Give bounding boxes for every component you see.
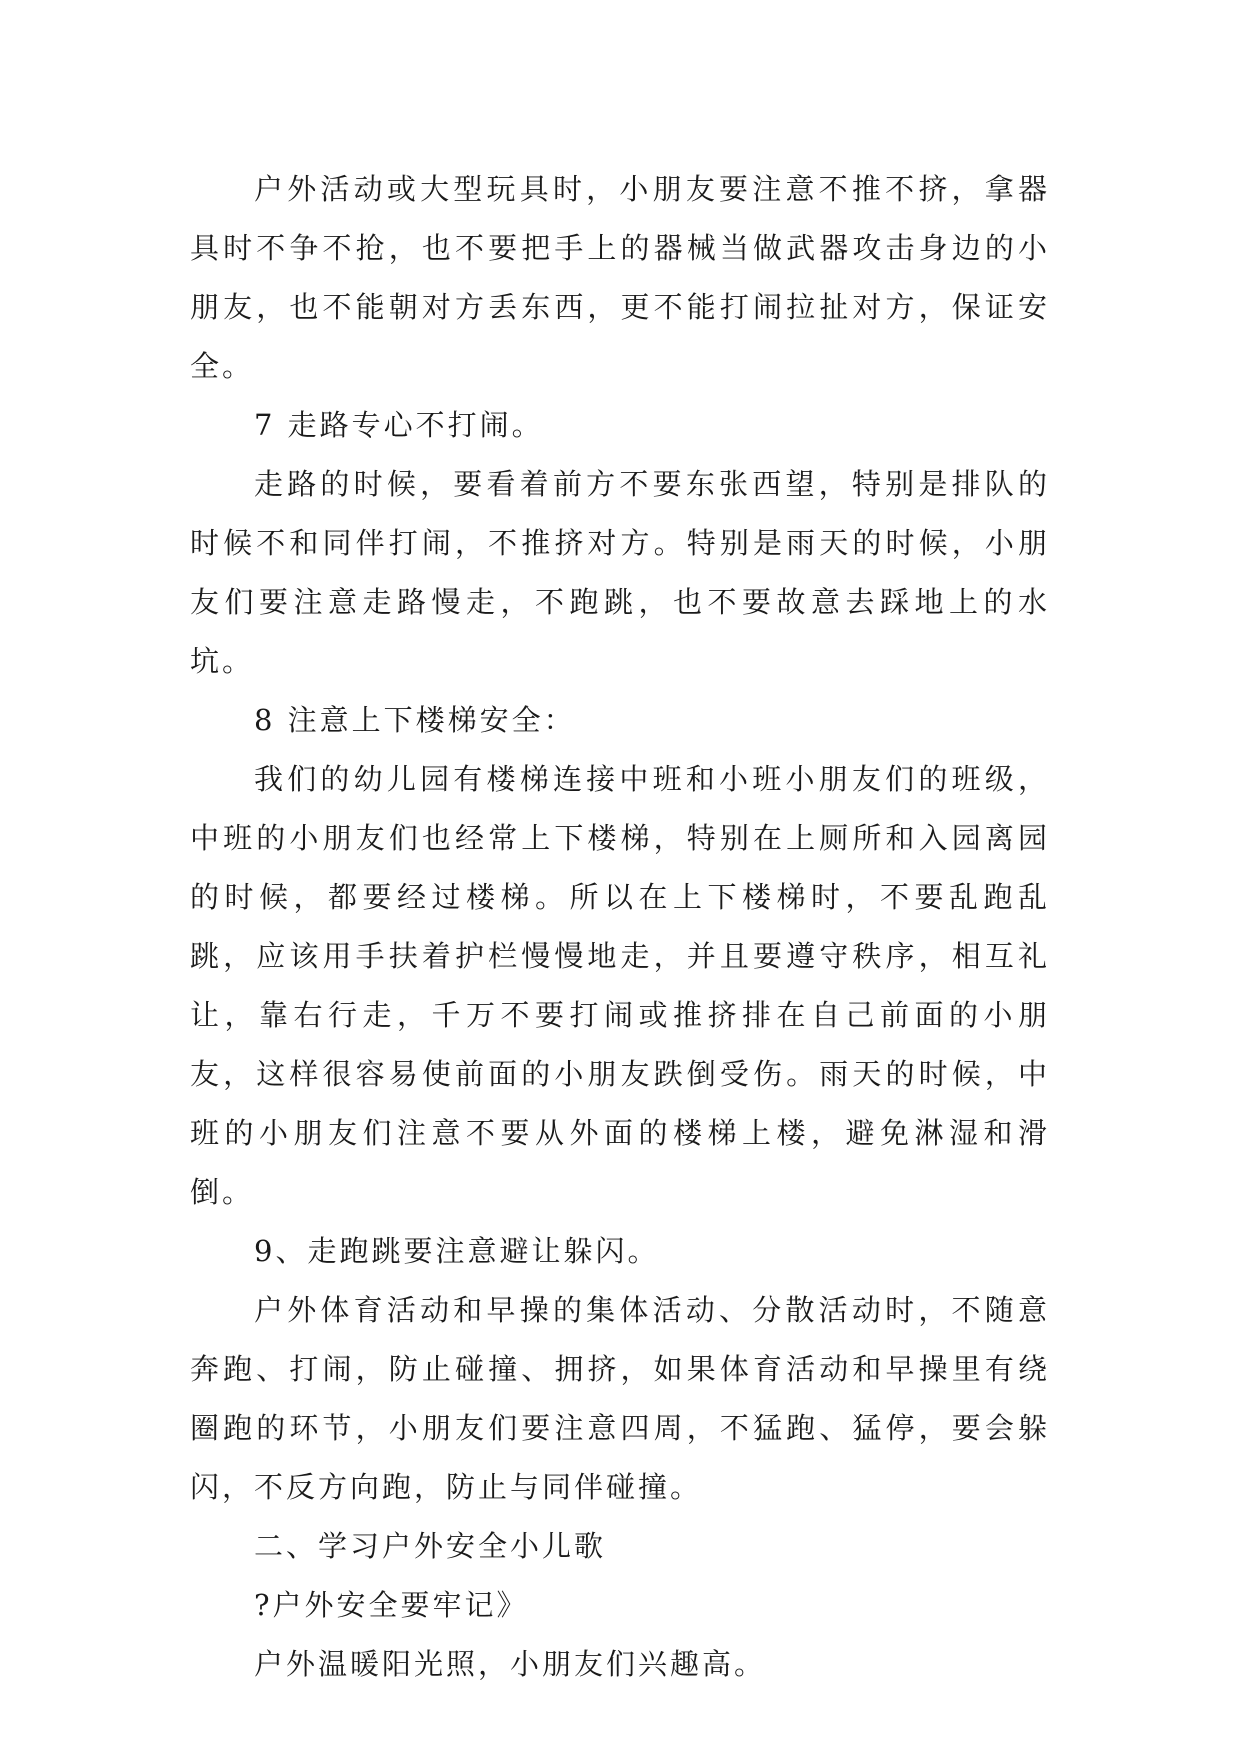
paragraph-sports: 户外体育活动和早操的集体活动、分散活动时，不随意奔跑、打闹，防止碰撞、拥挤，如果体育活动和早操里有绕圈跑的环节，小朋友们要注意四周，不猛跑、猛停，要会躲闪，不反方向跑，防止与同伴碰撞。 [190, 1293, 1050, 1504]
paragraph-stairs: 我们的幼儿园有楼梯连接中班和小班小朋友们的班级，中班的小朋友们也经常上下楼梯，特别在上厕所和入园离园的时候，都要经过楼梯。所以在上下楼梯时，不要乱跑乱跳，应该用手扶着护栏慢慢地走，并且要遵守秩序，相互礼让，靠右行走，千万不要打闹或推挤排在自己前面的小朋友，这样很容易使前面的小朋友跌倒受伤。雨天的时候，中班的小朋友们注意不要从外面的楼梯上楼，避免淋湿和滑倒。 [190, 762, 1050, 1209]
paragraph-outdoor-play: 户外活动或大型玩具时，小朋友要注意不推不挤，拿器具时不争不抢，也不要把手上的器械当做武器攻击身边的小朋友，也不能朝对方丢东西，更不能打闹拉扯对方，保证安全。 [190, 172, 1050, 383]
song-title: ?户外安全要牢记》 [254, 1588, 529, 1622]
paragraph-walking: 走路的时候，要看着前方不要东张西望，特别是排队的时候不和同伴打闹，不推挤对方。特别是雨天的时候，小朋友们要注意走路慢走，不跑跳，也不要故意去踩地上的水坑。 [190, 467, 1050, 678]
heading-run-jump: 9、走跑跳要注意避让躲闪。 [254, 1234, 660, 1268]
document-body [190, 160, 1050, 1694]
heading-walk-focus: 7 走路专心不打闹。 [254, 408, 544, 442]
heading-stairs-safety: 8 注意上下楼梯安全： [254, 703, 576, 737]
section-heading-song: 二、学习户外安全小儿歌 [254, 1529, 607, 1563]
song-line: 户外温暖阳光照，小朋友们兴趣高。 [254, 1647, 767, 1681]
